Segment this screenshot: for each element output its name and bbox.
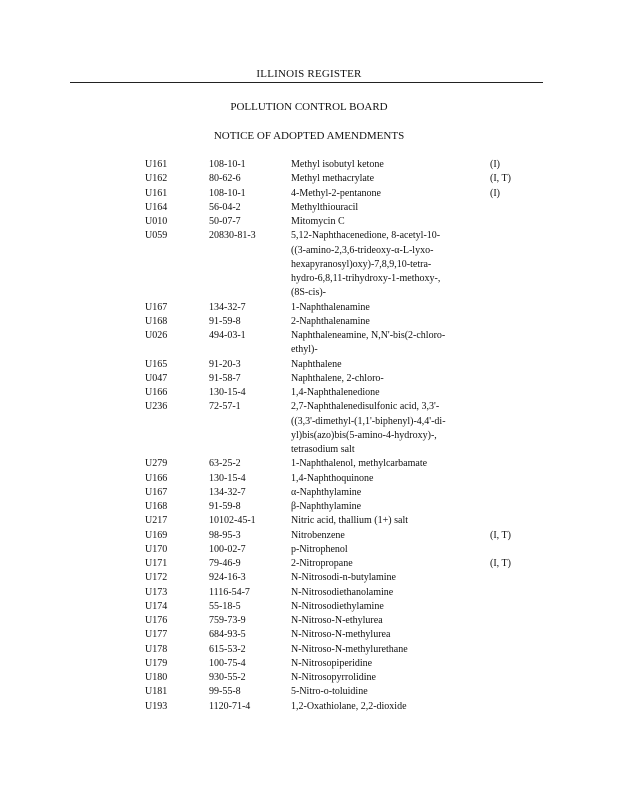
table-row — [0, 443, 618, 457]
waste-code: U169 — [145, 529, 168, 541]
waste-code: U176 — [145, 615, 168, 626]
table-row — [0, 685, 618, 699]
table-row — [0, 628, 618, 642]
table-row — [0, 457, 618, 471]
chemical-name: Methylthiouracil — [291, 201, 359, 213]
cas-number: 1116-54-7 — [209, 586, 250, 598]
waste-code: U279 — [145, 458, 168, 470]
waste-code: U059 — [145, 230, 168, 242]
cas-number: 79-46-9 — [209, 558, 241, 569]
waste-code: U178 — [145, 643, 168, 655]
chemical-name: ((3,3'-dimethyl-(1,1'-biphenyl)-4,4'-di- — [291, 415, 446, 427]
chemical-name: N-Nitrosodi-n-butylamine — [291, 572, 396, 584]
waste-code: U167 — [145, 486, 168, 498]
table-row — [0, 229, 618, 243]
chemical-name: N-Nitrosodiethanolamine — [291, 586, 394, 598]
register-title: ILLINOIS REGISTER — [256, 68, 362, 80]
waste-code: U236 — [145, 401, 168, 413]
cas-number: 50-07-7 — [209, 216, 241, 227]
chemical-name: N-Nitroso-N-methylurethane — [291, 643, 408, 655]
chemical-name: β-Naphthylamine — [291, 501, 362, 512]
table-row — [0, 415, 618, 429]
table-row — [0, 400, 618, 414]
cas-number: 924-16-3 — [209, 572, 246, 584]
waste-code: U180 — [145, 672, 168, 683]
table-row — [0, 201, 618, 215]
cas-number: 100-75-4 — [209, 657, 246, 669]
chemical-name: 5-Nitro-o-toluidine — [291, 686, 368, 698]
notice-title: NOTICE OF ADOPTED AMENDMENTS — [213, 130, 405, 142]
cas-number: 80-62-6 — [209, 173, 241, 185]
table-row — [0, 272, 618, 286]
header-rule — [70, 82, 543, 83]
table-row — [0, 158, 618, 172]
waste-code: U010 — [145, 216, 168, 227]
table-row — [0, 343, 618, 357]
cas-number: 1120-71-4 — [209, 700, 251, 712]
waste-code: U172 — [145, 572, 168, 584]
waste-code: U161 — [145, 187, 168, 199]
board-name: POLLUTION CONTROL BOARD — [230, 101, 388, 113]
chemical-name: 2-Nitropropane — [291, 558, 353, 569]
cas-number: 10102-45-1 — [209, 515, 256, 527]
waste-code: U173 — [145, 586, 168, 598]
cas-number: 108-10-1 — [209, 159, 246, 170]
hazard-code: (I) — [490, 187, 500, 199]
waste-table — [0, 158, 618, 714]
cas-number: 91-59-8 — [209, 315, 241, 327]
waste-code: U170 — [145, 543, 168, 555]
chemical-name: 4-Methyl-2-pentanone — [291, 187, 381, 199]
table-row — [0, 543, 618, 557]
chemical-name: N-Nitrosopiperidine — [291, 657, 373, 669]
waste-code: U166 — [145, 472, 168, 484]
chemical-name: N-Nitrosopyrrolidine — [291, 672, 376, 683]
cas-number: 91-20-3 — [209, 358, 241, 370]
chemical-name: 1-Naphthalenamine — [291, 301, 370, 313]
cas-number: 130-15-4 — [209, 472, 246, 484]
table-row — [0, 671, 618, 685]
cas-number: 56-04-2 — [209, 201, 241, 213]
cas-number: 20830-81-3 — [209, 230, 256, 242]
waste-code: U165 — [145, 358, 168, 370]
cas-number: 108-10-1 — [209, 187, 246, 199]
hazard-code: (I, T) — [490, 173, 511, 185]
table-row — [0, 286, 618, 300]
waste-code: U171 — [145, 558, 168, 569]
chemical-name: 1,4-Naphthalenedione — [291, 387, 380, 398]
chemical-name: hydro-6,8,11-trihydroxy-1-methoxy-, — [291, 273, 441, 284]
waste-code: U168 — [145, 501, 168, 512]
waste-code: U166 — [145, 387, 168, 398]
cas-number: 100-02-7 — [209, 543, 246, 555]
table-row — [0, 614, 618, 628]
cas-number: 759-73-9 — [209, 615, 246, 626]
hazard-code: (I, T) — [490, 529, 511, 541]
chemical-name: 1,4-Naphthoquinone — [291, 472, 374, 484]
cas-number: 930-55-2 — [209, 672, 246, 683]
cas-number: 684-93-5 — [209, 629, 246, 641]
table-row — [0, 657, 618, 671]
table-row — [0, 557, 618, 571]
chemical-name: Naphthalene, 2-chloro- — [291, 372, 384, 384]
waste-code: U193 — [145, 700, 168, 712]
waste-code: U164 — [145, 201, 168, 213]
chemical-name: Nitric acid, thallium (1+) salt — [291, 515, 408, 527]
waste-code: U026 — [145, 330, 168, 341]
hazard-code: (I) — [490, 159, 500, 170]
cas-number: 72-57-1 — [209, 401, 241, 413]
table-row — [0, 301, 618, 315]
chemical-name: N-Nitrosodiethylamine — [291, 600, 384, 612]
table-row — [0, 172, 618, 186]
chemical-name: ethyl)- — [291, 344, 318, 356]
table-row — [0, 429, 618, 443]
cas-number: 98-95-3 — [209, 529, 241, 541]
chemical-name: Nitrobenzene — [291, 529, 345, 541]
cas-number: 91-58-7 — [209, 372, 241, 384]
chemical-name: (8S-cis)- — [291, 287, 326, 299]
cas-number: 63-25-2 — [209, 458, 241, 470]
table-row — [0, 329, 618, 343]
table-row — [0, 500, 618, 514]
chemical-name: Methyl isobutyl ketone — [291, 159, 384, 170]
cas-number: 99-55-8 — [209, 686, 241, 698]
table-row — [0, 529, 618, 543]
waste-code: U162 — [145, 173, 168, 185]
table-row — [0, 315, 618, 329]
chemical-name: Mitomycin C — [291, 216, 345, 227]
hazard-code: (I, T) — [490, 558, 511, 569]
cas-number: 494-03-1 — [209, 330, 246, 341]
chemical-name: Naphthalene — [291, 358, 342, 370]
table-row — [0, 244, 618, 258]
chemical-name: hexapyranosyl)oxy)-7,8,9,10-tetra- — [291, 258, 432, 270]
table-row — [0, 386, 618, 400]
chemical-name: 2,7-Naphthalenedisulfonic acid, 3,3'- — [291, 401, 440, 413]
waste-code: U179 — [145, 657, 168, 669]
table-row — [0, 486, 618, 500]
chemical-name: N-Nitroso-N-methylurea — [291, 629, 391, 641]
waste-code: U168 — [145, 315, 168, 327]
waste-code: U217 — [145, 515, 168, 527]
table-row — [0, 700, 618, 714]
table-row — [0, 472, 618, 486]
cas-number: 134-32-7 — [209, 486, 246, 498]
table-row — [0, 372, 618, 386]
table-row — [0, 358, 618, 372]
cas-number: 134-32-7 — [209, 301, 246, 313]
chemical-name: α-Naphthylamine — [291, 486, 362, 498]
table-row — [0, 643, 618, 657]
cas-number: 615-53-2 — [209, 643, 246, 655]
chemical-name: 1,2-Oxathiolane, 2,2-dioxide — [291, 700, 407, 712]
waste-code: U177 — [145, 629, 168, 641]
waste-code: U047 — [145, 372, 168, 384]
table-row — [0, 215, 618, 229]
cas-number: 130-15-4 — [209, 387, 246, 398]
chemical-name: yl)bis(azo)bis(5-amino-4-hydroxy)-, — [291, 429, 437, 441]
waste-code: U167 — [145, 301, 168, 313]
chemical-name: ((3-amino-2,3,6-trideoxy-α-L-lyxo- — [291, 244, 434, 256]
table-row — [0, 586, 618, 600]
chemical-name: 1-Naphthalenol, methylcarbamate — [291, 458, 428, 470]
chemical-name: Methyl methacrylate — [291, 173, 375, 185]
chemical-name: N-Nitroso-N-ethylurea — [291, 615, 383, 626]
chemical-name: p-Nitrophenol — [291, 543, 348, 555]
waste-code: U161 — [145, 159, 168, 170]
chemical-name: Naphthaleneamine, N,N'-bis(2-chloro- — [291, 330, 446, 341]
chemical-name: tetrasodium salt — [291, 444, 355, 455]
cas-number: 91-59-8 — [209, 501, 241, 512]
table-row — [0, 258, 618, 272]
chemical-name: 2-Naphthalenamine — [291, 315, 370, 327]
table-row — [0, 600, 618, 614]
cas-number: 55-18-5 — [209, 600, 241, 612]
table-row — [0, 187, 618, 201]
chemical-name: 5,12-Naphthacenedione, 8-acetyl-10- — [291, 230, 441, 242]
table-row — [0, 571, 618, 585]
table-row — [0, 514, 618, 528]
waste-code: U174 — [145, 600, 168, 612]
waste-code: U181 — [145, 686, 168, 698]
